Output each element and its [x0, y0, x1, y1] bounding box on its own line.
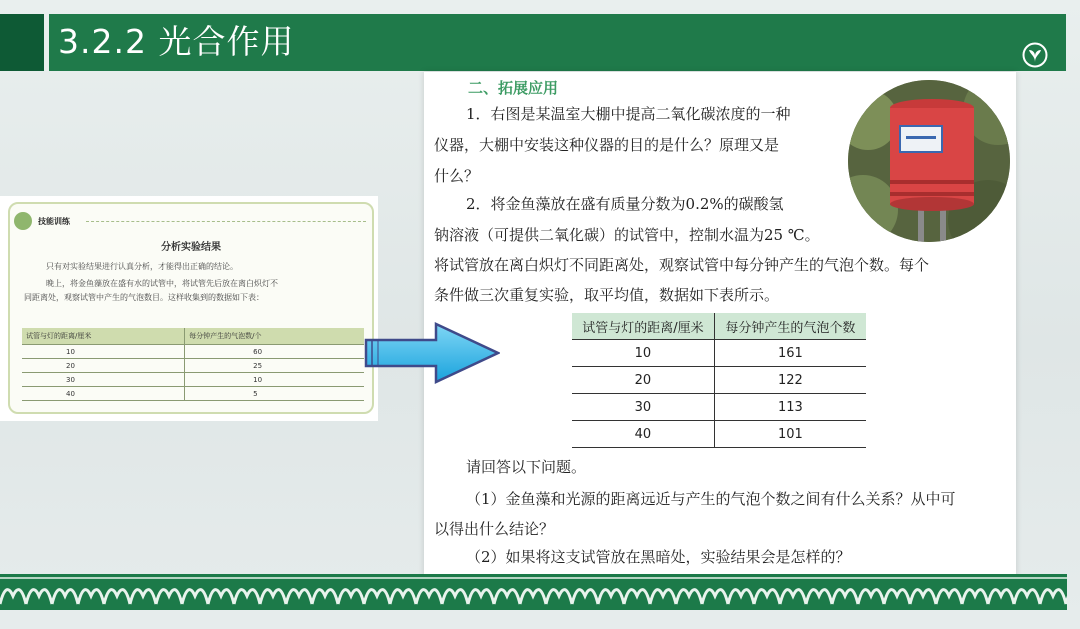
- table-cell: 10: [22, 345, 185, 359]
- table-cell: 30: [22, 373, 185, 387]
- table-cell: 113: [714, 394, 866, 421]
- header-dark-stripe: [0, 14, 44, 71]
- skill-card-frame: [8, 202, 374, 414]
- skill-divider: [86, 221, 366, 222]
- table-row: [22, 373, 364, 387]
- table-cell: 10: [185, 373, 364, 387]
- table-row: [22, 345, 364, 359]
- table-cell: 101: [714, 421, 866, 448]
- question-1-line-2: 仪器，大棚中安装这种仪器的目的是什么？原理又是: [434, 136, 780, 154]
- skill-paragraph-2a: 晚上，将金鱼藻放在盛有水的试管中，将试管先后放在离白炽灯不: [46, 279, 278, 288]
- table-row: [22, 359, 364, 373]
- section-heading: 二、拓展应用: [468, 79, 559, 97]
- table-header: 试管与灯的距离/厘米: [572, 313, 714, 340]
- slide-header: [0, 14, 1066, 71]
- table-cell: 40: [22, 387, 185, 401]
- experiment-data-table: [572, 313, 866, 448]
- skill-paragraph-1: 只有对实验结果进行认真分析，才能得出正确的结论。: [46, 262, 238, 271]
- question-2-line-4: 条件做三次重复实验，取平均值，数据如下表所示。: [434, 286, 780, 304]
- table-cell: 10: [572, 340, 714, 367]
- table-cell: 5: [185, 387, 364, 401]
- skill-card-title: 分析实验结果: [161, 242, 221, 253]
- table-cell: 161: [714, 340, 866, 367]
- skill-label: 技能训练: [38, 217, 70, 226]
- sub-question-1-line-1: （1）金鱼藻和光源的距离远近与产生的气泡个数之间有什么关系？从中可: [466, 490, 956, 508]
- question-2-line-1: 2．将金鱼藻放在盛有质量分数为0.2%的碳酸氢: [466, 195, 784, 213]
- right-arrow-icon: [364, 322, 500, 384]
- leaf-circle-logo-icon: [1022, 42, 1048, 68]
- skill-training-card: [0, 196, 378, 421]
- question-2-line-2: 钠溶液（可提供二氧化碳）的试管中，控制水温为25 ℃。: [434, 226, 820, 244]
- table-cell: 40: [572, 421, 714, 448]
- skill-paragraph-2b: 同距离处，观察试管中产生的气泡数目。这样收集到的数据如下表：: [24, 293, 264, 302]
- table-row: [572, 394, 866, 421]
- question-1-line-3: 什么？: [434, 167, 480, 185]
- wave-pattern: [0, 574, 1067, 610]
- table-cell: 122: [714, 367, 866, 394]
- table-row: [22, 387, 364, 401]
- co2-instrument-photo: [848, 80, 1010, 242]
- table-cell: 60: [185, 345, 364, 359]
- decorative-footer-band: [0, 574, 1067, 610]
- sub-question-1-line-2: 以得出什么结论？: [434, 520, 555, 538]
- header-divider: [44, 14, 49, 71]
- table-header: 试管与灯的距离/厘米: [22, 328, 185, 345]
- skill-data-table: [22, 328, 364, 401]
- table-cell: 30: [572, 394, 714, 421]
- skill-badge-icon: [14, 212, 32, 230]
- question-2-line-3: 将试管放在离白炽灯不同距离处，观察试管中每分钟产生的气泡个数。每个: [434, 256, 930, 274]
- answer-prompt: 请回答以下问题。: [466, 458, 587, 476]
- table-row: [572, 421, 866, 448]
- table-row: [572, 340, 866, 367]
- table-cell: 20: [572, 367, 714, 394]
- table-cell: 25: [185, 359, 364, 373]
- table-header: 每分钟产生的气泡数/个: [185, 328, 364, 345]
- table-header: 每分钟产生的气泡个数: [714, 313, 866, 340]
- table-row: [572, 367, 866, 394]
- sub-question-2: （2）如果将这支试管放在黑暗处，实验结果会是怎样的？: [466, 548, 851, 566]
- slide-title: 3.2.2 光合作用: [58, 22, 295, 61]
- table-cell: 20: [22, 359, 185, 373]
- question-1-line-1: 1．右图是某温室大棚中提高二氧化碳浓度的一种: [466, 105, 791, 123]
- instrument-illustration: [848, 80, 1010, 242]
